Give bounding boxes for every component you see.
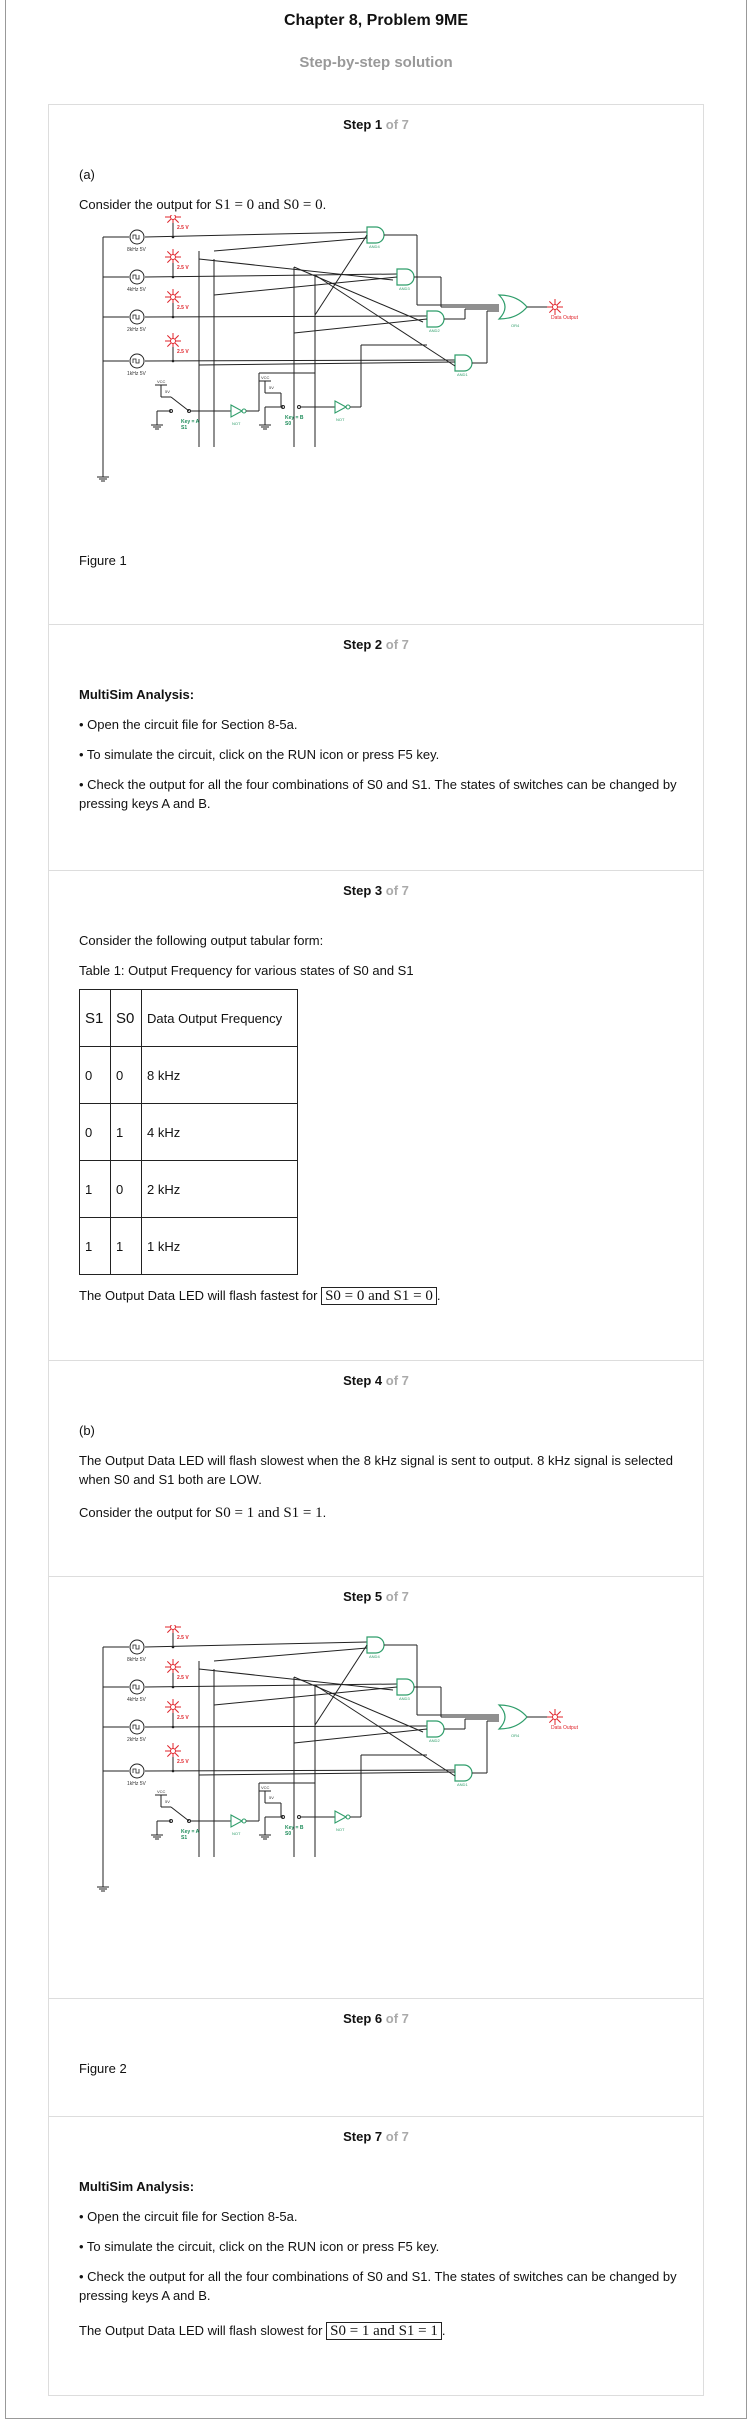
wire: [294, 1729, 427, 1743]
table-header-row: [80, 990, 298, 1047]
led-label: 2.5 V: [177, 349, 189, 355]
step-1-part: (a): [79, 167, 95, 182]
step-6-card: [48, 1998, 704, 2117]
and-gate-label: AND2: [429, 1738, 440, 1743]
step-5-card: [48, 1576, 704, 1999]
s0-label: S0: [285, 1831, 292, 1837]
step-4-consider: Consider the output for S0 = 1 and S1 = 1.: [79, 1505, 327, 1521]
led-ray: [167, 219, 171, 223]
wire: [145, 360, 455, 361]
not-label: NOT: [232, 1831, 241, 1836]
led-ray: [167, 343, 171, 347]
and-gate: [427, 311, 444, 327]
source-label: 8kHz 5V: [127, 247, 146, 253]
square-wave-icon: [133, 359, 139, 363]
led-icon: [553, 1715, 558, 1720]
or-gate: [499, 295, 527, 319]
cell: 1: [111, 1218, 142, 1275]
led-ray: [175, 1701, 179, 1705]
key-b-label: Key = B: [285, 415, 304, 421]
led-ray: [167, 291, 171, 295]
step-1-math: S1 = 0 and S0 = 0: [214, 197, 323, 213]
and-gate-label: AND3: [399, 1696, 410, 1701]
led-ray: [175, 335, 179, 339]
square-wave-icon: [133, 1685, 139, 1689]
step-7-bullet-2: • To simulate the circuit, click on the RUN icon or press F5 key.: [79, 2239, 440, 2254]
not-label: NOT: [336, 417, 345, 422]
and-gate: [367, 1637, 384, 1653]
led-ray: [175, 259, 179, 263]
cell: 1 kHz: [142, 1218, 298, 1275]
cell: 0: [111, 1047, 142, 1104]
step-7-conclusion: The Output Data LED will flash slowest for S0 = 1 and S1 = 1 .: [79, 2323, 446, 2339]
junction: [172, 1646, 175, 1649]
or-gate-label: OR4: [511, 1733, 520, 1738]
led-ray: [175, 291, 179, 295]
wire: [199, 1772, 455, 1775]
led-ray: [175, 1753, 179, 1757]
vcc-volt-label: 5V: [269, 1795, 274, 1800]
vcc-label: VCC: [157, 1789, 166, 1794]
step-7-card: [48, 2116, 704, 2396]
circuit-diagram-2: [49, 1625, 703, 1945]
led-ray: [549, 309, 553, 313]
junction: [172, 360, 175, 363]
step-6-heading: Step 6 of 7: [343, 2011, 409, 2026]
clock-source-icon: [130, 1680, 144, 1694]
square-wave-icon: [133, 235, 139, 239]
wire: [199, 1669, 393, 1690]
led-label: 2.5 V: [177, 305, 189, 311]
led-ray: [549, 1719, 553, 1723]
wire: [145, 1770, 455, 1771]
led-ray: [557, 309, 561, 313]
s1-label: S1: [181, 1835, 188, 1841]
wire: [145, 316, 427, 317]
step-3-card: [48, 870, 704, 1361]
and-gate-label: AND1: [457, 372, 468, 377]
led-icon: [171, 1665, 176, 1670]
square-wave-icon: [133, 1645, 139, 1649]
step-1-heading: Step 1 of 7: [343, 117, 409, 132]
frequency-table: [79, 989, 298, 1275]
s0-label: S0: [285, 421, 292, 427]
led-ray: [175, 219, 179, 223]
step-4-heading: Step 4 of 7: [343, 1373, 409, 1388]
step-3-heading: Step 3 of 7: [343, 883, 409, 898]
vcc-label: VCC: [261, 1785, 270, 1790]
cell: 4 kHz: [142, 1104, 298, 1161]
led-ray: [557, 301, 561, 305]
led-icon: [171, 1749, 176, 1754]
led-icon: [553, 305, 558, 310]
led-ray: [167, 259, 171, 263]
wire: [315, 1685, 455, 1776]
wire: [214, 1648, 367, 1661]
step-4-card: [48, 1360, 704, 1577]
led-icon: [171, 1625, 176, 1630]
wire: [214, 277, 397, 295]
square-wave-icon: [133, 1725, 139, 1729]
led-ray: [175, 343, 179, 347]
wire: [214, 238, 367, 251]
led-label: 2.5 V: [177, 1675, 189, 1681]
led-ray: [167, 335, 171, 339]
led-label: 2.5 V: [177, 1635, 189, 1641]
led-ray: [175, 1629, 179, 1633]
step-7-analysis-heading: MultiSim Analysis:: [79, 2179, 195, 2194]
led-ray: [175, 1661, 179, 1665]
and-gate: [367, 227, 384, 243]
led-ray: [167, 299, 171, 303]
square-wave-icon: [133, 275, 139, 279]
led-icon: [171, 339, 176, 344]
wire: [199, 259, 393, 280]
junction: [172, 276, 175, 279]
switch-contact: [298, 406, 301, 409]
not-gate: [231, 1815, 242, 1827]
led-icon: [171, 255, 176, 260]
junction: [172, 316, 175, 319]
source-label: 1kHz 5V: [127, 371, 146, 377]
wire: [171, 397, 189, 411]
data-output-label: Data Output: [551, 1725, 578, 1731]
wire: [145, 1642, 367, 1647]
square-wave-icon: [133, 315, 139, 319]
led-ray: [557, 1711, 561, 1715]
led-ray: [167, 1629, 171, 1633]
led-label: 2.5 V: [177, 225, 189, 231]
table-row: [80, 1104, 298, 1161]
wire: [294, 267, 423, 322]
led-ray: [167, 251, 171, 255]
led-ray: [549, 301, 553, 305]
cell: 0: [111, 1161, 142, 1218]
table-row: [80, 1218, 298, 1275]
cell: 1: [80, 1218, 111, 1275]
not-label: NOT: [336, 1827, 345, 1832]
step-2-bullet-3: • Check the output for all the four combinations of S0 and S1. The states of switches can be changed by pressing keys A and B.: [79, 777, 677, 811]
source-label: 4kHz 5V: [127, 287, 146, 293]
led-icon: [171, 215, 176, 220]
not-gate: [231, 405, 242, 417]
led-ray: [167, 1661, 171, 1665]
led-ray: [175, 1669, 179, 1673]
vcc-volt-label: 5V: [269, 385, 274, 390]
square-wave-icon: [133, 1769, 139, 1773]
and-gate-label: AND4: [369, 244, 380, 249]
step-4-part: (b): [79, 1423, 95, 1438]
step-2-card: [48, 624, 704, 871]
led-ray: [167, 1745, 171, 1749]
junction: [172, 1686, 175, 1689]
cell: 8 kHz: [142, 1047, 298, 1104]
junction: [172, 1770, 175, 1773]
vcc-volt-label: 5V: [165, 1799, 170, 1804]
and-gate-label: AND1: [457, 1782, 468, 1787]
and-gate-label: AND3: [399, 286, 410, 291]
cell: 1: [111, 1104, 142, 1161]
page-subtitle: Step-by-step solution: [299, 54, 453, 71]
switch-contact: [298, 1816, 301, 1819]
col-s0: S0: [111, 990, 142, 1047]
table-row: [80, 1161, 298, 1218]
wire: [145, 1726, 427, 1727]
source-label: 1kHz 5V: [127, 1781, 146, 1787]
key-b-label: Key = B: [285, 1825, 304, 1831]
step-3-answer: S0 = 0 and S1 = 0: [321, 1287, 437, 1305]
s1-label: S1: [181, 425, 188, 431]
wire: [294, 1677, 423, 1732]
led-ray: [549, 1711, 553, 1715]
led-label: 2.5 V: [177, 1759, 189, 1765]
figure-1-caption: Figure 1: [79, 553, 127, 568]
vcc-label: VCC: [157, 379, 166, 384]
or-gate: [499, 1705, 527, 1729]
not-gate: [335, 401, 346, 413]
step-7-answer: S0 = 1 and S1 = 1: [326, 2322, 442, 2340]
step-2-bullet-2: • To simulate the circuit, click on the RUN icon or press F5 key.: [79, 747, 440, 762]
step-1-card: [48, 104, 704, 625]
step-2-heading: Step 2 of 7: [343, 637, 409, 652]
and-gate: [455, 1765, 472, 1781]
clock-source-icon: [130, 354, 144, 368]
vcc-label: VCC: [261, 375, 270, 380]
wire: [294, 319, 427, 333]
led-ray: [167, 1701, 171, 1705]
cell: 0: [80, 1104, 111, 1161]
cell: 2 kHz: [142, 1161, 298, 1218]
step-4-math: S0 = 1 and S1 = 1: [214, 1505, 323, 1521]
step-2-bullet-1: • Open the circuit file for Section 8-5a.: [79, 717, 298, 732]
key-a-label: Key = A: [181, 419, 200, 425]
led-ray: [167, 1709, 171, 1713]
and-gate: [427, 1721, 444, 1737]
led-icon: [171, 1705, 176, 1710]
wire: [199, 362, 455, 365]
step-7-bullet-3: • Check the output for all the four combinations of S0 and S1. The states of switches can be changed by pressing keys A and B.: [79, 2269, 677, 2303]
step-7-bullet-1: • Open the circuit file for Section 8-5a.: [79, 2209, 298, 2224]
and-gate: [455, 355, 472, 371]
and-gate-label: AND2: [429, 328, 440, 333]
wire: [145, 232, 367, 237]
clock-source-icon: [130, 270, 144, 284]
step-5-heading: Step 5 of 7: [343, 1589, 409, 1604]
step-1-text: Consider the output for S1 = 0 and S0 = 0.: [79, 197, 327, 213]
junction: [172, 236, 175, 239]
col-frequency: Data Output Frequency: [142, 990, 298, 1047]
data-output-label: Data Output: [551, 315, 578, 321]
step-7-heading: Step 7 of 7: [343, 2129, 409, 2144]
key-a-label: Key = A: [181, 1829, 200, 1835]
clock-source-icon: [130, 230, 144, 244]
not-gate: [335, 1811, 346, 1823]
step-4-text: The Output Data LED will flash slowest when the 8 kHz signal is sent to output. 8 kHz signal is selected when S0 and S1 both are LOW.: [79, 1453, 673, 1487]
led-ray: [175, 1745, 179, 1749]
table-caption: Table 1: Output Frequency for various states of S0 and S1: [79, 963, 414, 978]
source-label: 4kHz 5V: [127, 1697, 146, 1703]
led-ray: [175, 299, 179, 303]
led-ray: [167, 1669, 171, 1673]
wire: [171, 1807, 189, 1821]
cell: 1: [80, 1161, 111, 1218]
or-gate-label: OR4: [511, 323, 520, 328]
junction: [172, 1726, 175, 1729]
led-ray: [167, 1753, 171, 1757]
source-label: 2kHz 5V: [127, 1737, 146, 1743]
col-s1: S1: [80, 990, 111, 1047]
led-label: 2.5 V: [177, 265, 189, 271]
circuit-diagram-1: [49, 215, 703, 535]
clock-source-icon: [130, 1720, 144, 1734]
led-icon: [171, 295, 176, 300]
step-3-intro: Consider the following output tabular form:: [79, 933, 324, 948]
led-ray: [175, 251, 179, 255]
clock-source-icon: [130, 310, 144, 324]
vcc-volt-label: 5V: [165, 389, 170, 394]
figure-2-caption: Figure 2: [79, 2061, 127, 2076]
led-label: 2.5 V: [177, 1715, 189, 1721]
clock-source-icon: [130, 1640, 144, 1654]
source-label: 2kHz 5V: [127, 327, 146, 333]
led-ray: [557, 1719, 561, 1723]
cell: 0: [80, 1047, 111, 1104]
step-3-conclusion: The Output Data LED will flash fastest for S0 = 0 and S1 = 0 .: [79, 1288, 441, 1304]
table-row: [80, 1047, 298, 1104]
wire: [315, 275, 455, 366]
wire: [214, 1687, 397, 1705]
and-gate: [397, 1679, 414, 1695]
not-label: NOT: [232, 421, 241, 426]
and-gate: [397, 269, 414, 285]
source-label: 8kHz 5V: [127, 1657, 146, 1663]
and-gate-label: AND4: [369, 1654, 380, 1659]
led-ray: [175, 1709, 179, 1713]
page-title: Chapter 8, Problem 9ME: [283, 12, 469, 29]
step-2-analysis-heading: MultiSim Analysis:: [79, 687, 195, 702]
clock-source-icon: [130, 1764, 144, 1778]
